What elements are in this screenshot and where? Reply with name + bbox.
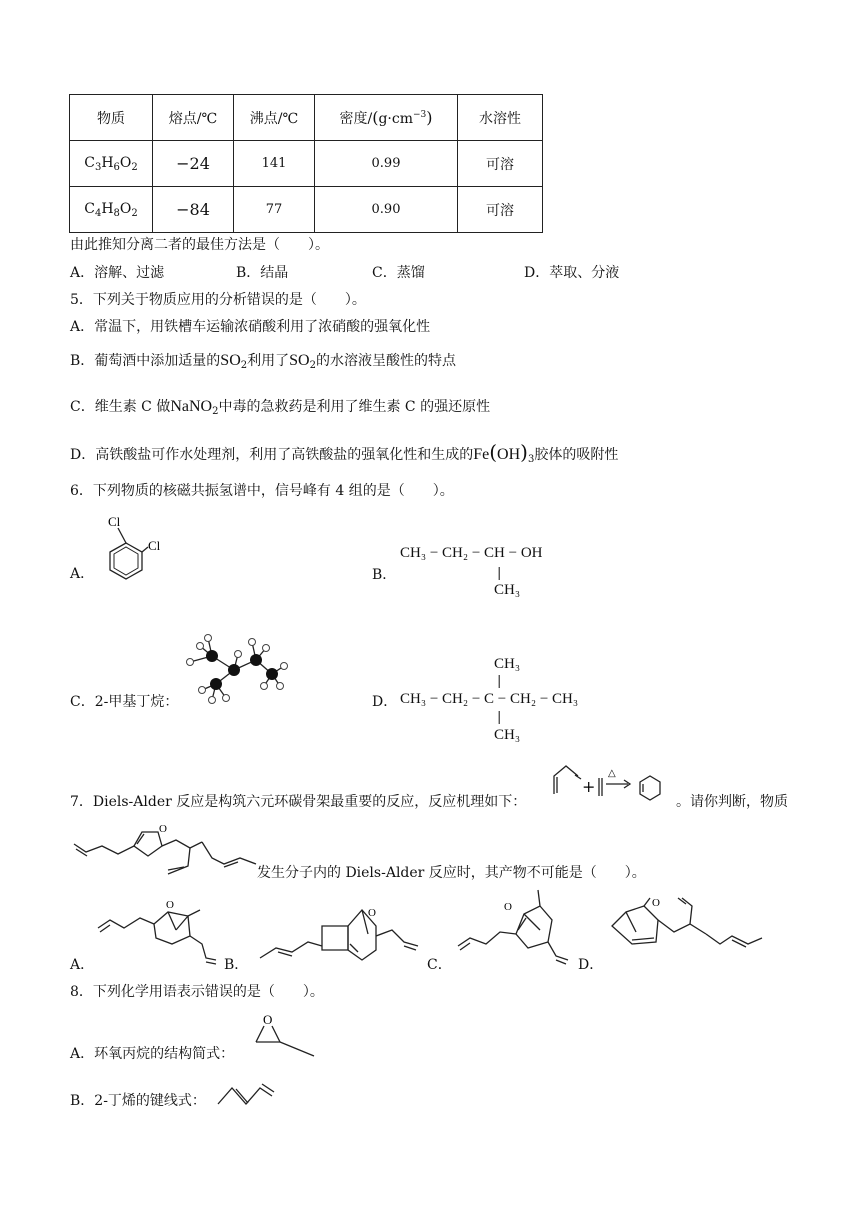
text: B．葡萄酒中添加适量的 [70, 353, 221, 369]
q8-option-a: A．环氧丙烷的结构简式： [70, 1046, 235, 1062]
sub: 6 [113, 161, 120, 173]
q4-stem: 由此推知分离二者的最佳方法是（ ）。 [70, 237, 329, 253]
cl-label: Cl [148, 538, 161, 553]
q5-stem: 5．下列关于物质应用的分析错误的是（ ）。 [70, 292, 366, 308]
q6-d-bottom: CH₃ [494, 727, 521, 743]
q6-d-bond-bottom: | [497, 710, 502, 725]
q4-option-d: D．萃取、分液 [524, 265, 620, 281]
header-melting-point: 熔点/℃ [153, 95, 234, 141]
ball-stick-model [182, 626, 294, 710]
density-cell: 0.99 [315, 141, 458, 187]
text: 的水溶液呈酸性的特点 [315, 353, 456, 369]
solubility-cell: 可溶 [458, 187, 543, 233]
sub: 2 [131, 207, 138, 219]
chem: NaNO [170, 398, 213, 415]
sub: 3 [94, 161, 102, 173]
sub: 2 [131, 161, 138, 173]
q7-option-b-structure [258, 896, 428, 972]
sub: 2 [240, 360, 248, 371]
q6-stem: 6．下列物质的核磁共振氢谱中，信号峰有 4 组的是（ ）。 [70, 483, 454, 499]
text: D．高铁酸盐可作水处理剂，利用了高铁酸盐的强氧化性和生成的 [70, 447, 474, 463]
q6-option-a-label: A． [70, 566, 95, 582]
q6-option-c-label: C．2-甲基丁烷： [70, 694, 179, 710]
el: C [84, 200, 95, 217]
unit-dot: · [387, 110, 392, 127]
butene-skeletal-structure [214, 1076, 280, 1112]
q7-stem-pre: 7．Diels-Alder 反应是构筑六元环碳骨架最重要的反应，反应机理如下： [70, 794, 527, 810]
q7-option-d-label: D． [578, 957, 604, 973]
chem: SO [220, 352, 241, 369]
paren: ( [489, 440, 498, 464]
q6-d-bond-top: | [497, 674, 502, 689]
q5-option-c [70, 398, 490, 421]
o-label: O [504, 901, 512, 913]
q5-option-b [70, 352, 456, 375]
el: O [119, 154, 132, 171]
text: C．维生素 C 做 [70, 399, 171, 415]
header-solubility: 水溶性 [458, 95, 543, 141]
q5-option-a: A．常温下，用铁槽车运输浓硝酸利用了浓硝酸的强氧化性 [70, 319, 431, 335]
diels-alder-scheme [544, 760, 668, 810]
sub: 3 [527, 454, 535, 465]
sub: 8 [113, 207, 120, 219]
solubility-cell: 可溶 [458, 141, 543, 187]
el: H [101, 200, 114, 217]
q6-d-top: CH₃ [494, 656, 521, 672]
heat-delta: △ [608, 768, 616, 779]
text: 利用了 [247, 353, 290, 369]
q7-option-d-structure [606, 884, 766, 964]
q7-stem-post: 。请你判断，物质 [676, 794, 788, 810]
q5-option-d [70, 440, 619, 469]
paren: ) [520, 440, 528, 464]
q8-stem: 8．下列化学用语表示错误的是（ ）。 [70, 984, 324, 1000]
q7-substrate-structure [72, 822, 258, 884]
dichlorobenzene-structure [90, 512, 170, 584]
table-header-row [70, 95, 543, 141]
table-row [70, 187, 543, 233]
melting-cell: −84 [153, 187, 234, 233]
sub: 2 [212, 406, 219, 417]
chem: Fe [473, 446, 490, 463]
boiling-cell: 141 [234, 141, 315, 187]
q4-option-c: C．蒸馏 [372, 265, 425, 281]
q4-option-b: B．结晶 [236, 265, 289, 281]
paren-close: ) [426, 107, 433, 127]
properties-table [69, 94, 543, 233]
o-label: O [263, 1012, 273, 1027]
header-density [315, 95, 458, 141]
q7-option-c-label: C． [427, 957, 452, 973]
el: H [101, 154, 114, 171]
boiling-cell: 77 [234, 187, 315, 233]
table-row [70, 141, 543, 187]
sub: 2 [309, 360, 316, 371]
text: 胶体的吸附性 [534, 447, 619, 463]
text: 中毒的急救药是利用了维生素 C 的强还原性 [218, 399, 491, 415]
density-label: 密度/ [339, 110, 373, 127]
formula-cell [70, 141, 153, 187]
density-cell: 0.90 [315, 187, 458, 233]
q7-option-b-label: B． [224, 957, 249, 973]
q7-option-c-structure [456, 886, 596, 968]
cl-label: Cl [108, 514, 121, 529]
q7-option-a-label: A． [70, 957, 95, 973]
q7-option-a-structure [96, 888, 226, 968]
q6-d-main-chain: CH₃ − CH₂ − C − CH₂ − CH₃ [400, 691, 579, 707]
q7-stem2: 发生分子内的 Diels-Alder 反应时，其产物不可能是（ ）。 [257, 865, 646, 881]
q8-option-b: B．2-丁烯的键线式： [70, 1093, 206, 1109]
unit-g: g [378, 110, 388, 127]
paren-open: ( [372, 107, 379, 127]
el: O [119, 200, 132, 217]
chem: OH [497, 446, 521, 463]
el: C [84, 154, 95, 171]
epoxypropane-structure [252, 1012, 324, 1062]
sub: 4 [94, 207, 102, 219]
header-boiling-point: 沸点/℃ [234, 95, 315, 141]
q6-b-branch: CH₃ [494, 582, 521, 598]
unit-cm: cm [391, 110, 413, 127]
q6-b-bond: | [497, 566, 502, 581]
o-label: O [368, 907, 376, 919]
chem: SO [289, 352, 310, 369]
q6-option-d-label: D． [372, 694, 398, 710]
o-label: O [166, 899, 174, 911]
unit-exp: −3 [412, 109, 427, 120]
q4-option-a: A．溶解、过滤 [70, 265, 165, 281]
plus-sign: + [582, 777, 596, 796]
q6-b-main-chain: CH₃ − CH₂ − CH − OH [400, 545, 543, 561]
o-label: O [652, 897, 660, 909]
header-substance: 物质 [70, 95, 153, 141]
formula-cell [70, 187, 153, 233]
melting-cell: −24 [153, 141, 234, 187]
q6-option-b-label: B． [372, 567, 397, 583]
o-label: O [159, 823, 167, 835]
